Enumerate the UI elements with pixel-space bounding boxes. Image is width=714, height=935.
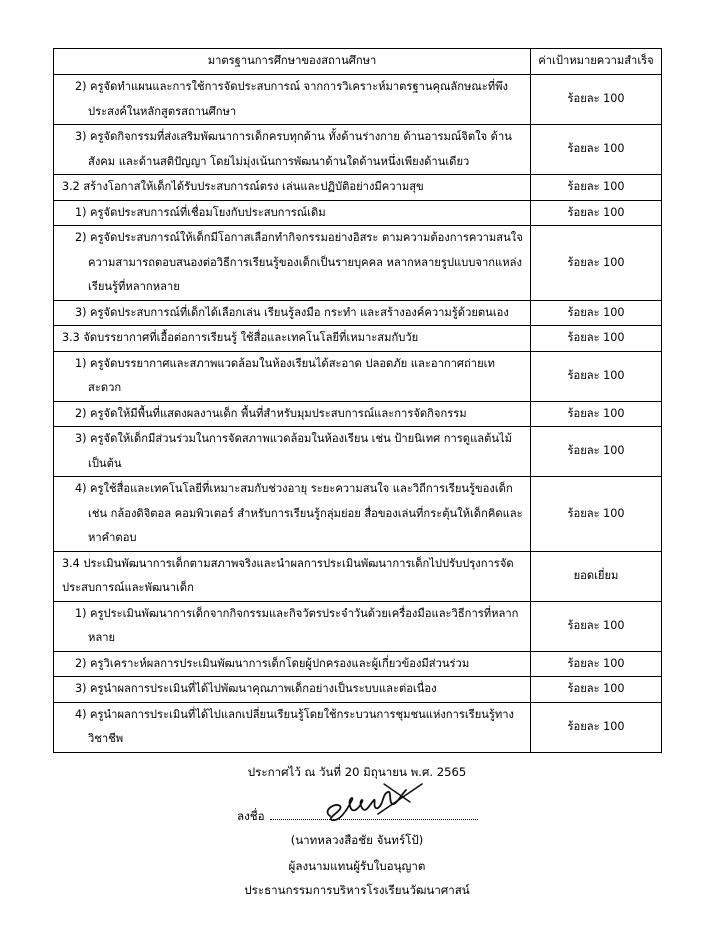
standard-cell [54, 175, 531, 201]
target-cell: ยอดเยี่ยม [531, 551, 662, 601]
header-standard: มาตรฐานการศึกษาของสถานศึกษา [54, 49, 531, 75]
target-cell: ร้อยละ 100 [531, 125, 662, 175]
standard-cell [54, 326, 531, 352]
sign-label: ลงชื่อ [237, 809, 265, 823]
standard-cell [54, 401, 531, 427]
standard-cell [54, 200, 531, 226]
target-cell: ร้อยละ 100 [531, 651, 662, 677]
item-text: 4) ครูใช้สื่อและเทคโนโลยีที่เหมาะสมกับช่วงอายุ ระยะความสนใจ และวิถีการเรียนรู้ของเด็ก เช่น กล้องดิจิตอล คอมพิวเตอร์ สำหรับการเรียนรู้กลุ่มย่อย สื่อของเล่นที่กระตุ้นให้เด็กคิดและหาคำตอบ [75, 482, 523, 544]
item-text: 1) ครูจัดประสบการณ์ที่เชื่อมโยงกับประสบการณ์เดิม [75, 205, 326, 219]
header-target: ค่าเป้าหมายความสำเร็จ [531, 49, 662, 75]
item-text: 3) ครูจัดให้เด็กมีส่วนร่วมในการจัดสภาพแวดล้อมในห้องเรียน เช่น ป้ายนิเทศ การดูแลต้นไม้ เป็นต้น [75, 432, 513, 470]
target-cell: ร้อยละ 100 [531, 401, 662, 427]
table-row [54, 125, 662, 175]
item-text: 3) ครูจัดประสบการณ์ที่เด็กได้เลือกเล่น เรียนรู้ลงมือ กระทำ และสร้างองค์ความรู้ด้วยตนเอง [75, 305, 509, 319]
announcement-date: ประกาศไว้ ณ วันที่ 20 มิถุนายน พ.ศ. 2565 [247, 765, 467, 779]
target-cell: ร้อยละ 100 [531, 200, 662, 226]
standard-cell [54, 125, 531, 175]
table-row [54, 601, 662, 651]
signature-dotted-line [270, 818, 478, 820]
table-header-row [54, 49, 662, 75]
item-text: 3) ครูจัดกิจกรรมที่ส่งเสริมพัฒนาการเด็กครบทุกด้าน ทั้งด้านร่างกาย ด้านอารมณ์จิตใจ ด้านสังคม และด้านสติปัญญา โดยไม่มุ่งเน้นการพัฒนาด้านใดด้านหนึ่งเพียงด้านเดียว [75, 130, 512, 168]
table-row [54, 401, 662, 427]
table-row [54, 226, 662, 301]
section-text: 3.2 สร้างโอกาสให้เด็กได้รับประสบการณ์ตรง เล่นและปฏิบัติอย่างมีความสุข [62, 180, 424, 193]
table-row [54, 351, 662, 401]
table-row [54, 651, 662, 677]
table-row [54, 427, 662, 477]
table-section-row [54, 175, 662, 201]
standard-cell [54, 677, 531, 703]
section-text: 3.4 ประเมินพัฒนาการเด็กตามสภาพจริงและนำผลการประเมินพัฒนาการเด็กไปปรับปรุงการจัดประสบการณ์และพัฒนาเด็ก [62, 556, 514, 594]
table-section-row [54, 326, 662, 352]
target-cell: ร้อยละ 100 [531, 326, 662, 352]
target-cell: ร้อยละ 100 [531, 477, 662, 552]
table-row [54, 477, 662, 552]
signer-role: ผู้ลงนามแทนผู้รับใบอนุญาต [288, 859, 426, 873]
target-cell: ร้อยละ 100 [531, 300, 662, 326]
standard-cell [54, 226, 531, 301]
standard-cell [54, 601, 531, 651]
table-row [54, 300, 662, 326]
item-text: 2) ครูจัดทำแผนและการใช้การจัดประสบการณ์ จากการวิเคราะห์มาตรฐานคุณลักษณะที่พึงประสงค์ในหลักสูตรสถานศึกษา [75, 80, 508, 118]
target-cell: ร้อยละ 100 [531, 677, 662, 703]
target-cell: ร้อยละ 100 [531, 226, 662, 301]
table-row [54, 75, 662, 125]
target-cell: ร้อยละ 100 [531, 175, 662, 201]
standard-cell [54, 75, 531, 125]
standard-cell [54, 427, 531, 477]
item-text: 4) ครูนำผลการประเมินที่ได้ไปแลกเปลี่ยนเรียนรู้โดยใช้กระบวนการชุมชนแห่งการเรียนรู้ทางวิชาชีพ [75, 707, 515, 745]
section-text: 3.3 จัดบรรยากาศที่เอื้อต่อการเรียนรู้ ใช้สื่อและเทคโนโลยีที่เหมาะสมกับวัย [62, 331, 419, 344]
item-text: 2) ครูจัดให้มีพื้นที่แสดงผลงานเด็ก พื้นที่สำหรับมุมประสบการณ์และการจัดกิจกรรม [75, 406, 467, 420]
target-cell: ร้อยละ 100 [531, 601, 662, 651]
target-cell: ร้อยละ 100 [531, 427, 662, 477]
item-text: 1) ครูประเมินพัฒนาการเด็กจากกิจกรรมและกิจวัตรประจำวันด้วยเครื่องมือและวิธีการที่หลากหลาย [75, 606, 519, 644]
standard-cell [54, 551, 531, 601]
signer-organization: ประธานกรรมการบริหารโรงเรียนวัฒนาศาสน์ [244, 883, 470, 897]
standard-cell [54, 651, 531, 677]
standard-cell [54, 351, 531, 401]
target-cell: ร้อยละ 100 [531, 351, 662, 401]
standard-cell [54, 477, 531, 552]
table-row [54, 677, 662, 703]
table-row [54, 200, 662, 226]
standard-cell [54, 702, 531, 752]
item-text: 1) ครูจัดบรรยากาศและสภาพแวดล้อมในห้องเรียนได้สะอาด ปลอดภัย และอากาศถ่ายเทสะดวก [75, 356, 495, 394]
table-row [54, 702, 662, 752]
table-section-row [54, 551, 662, 601]
item-text: 2) ครูจัดประสบการณ์ให้เด็กมีโอกาสเลือกทำกิจกรรมอย่างอิสระ ตามความต้องการความสนใจ ความสามารถตอบสนองต่อวิธีการเรียนรู้ของเด็กเป็นรายบุคคล หลากหลายรูปแบบจากแหล่งเรียนรู้ที่หลากหลาย [75, 231, 523, 293]
standard-cell [54, 300, 531, 326]
standards-table [53, 48, 662, 753]
item-text: 2) ครูวิเคราะห์ผลการประเมินพัฒนาการเด็กโดยผู้ปกครองและผู้เกี่ยวข้องมีส่วนร่วม [75, 656, 470, 670]
item-text: 3) ครูนำผลการประเมินที่ได้ไปพัฒนาคุณภาพเด็กอย่างเป็นระบบและต่อเนื่อง [75, 682, 437, 695]
target-cell: ร้อยละ 100 [531, 702, 662, 752]
target-cell: ร้อยละ 100 [531, 75, 662, 125]
signer-name: (นาทหลวงสือชัย จันทร์โป้) [290, 833, 424, 847]
